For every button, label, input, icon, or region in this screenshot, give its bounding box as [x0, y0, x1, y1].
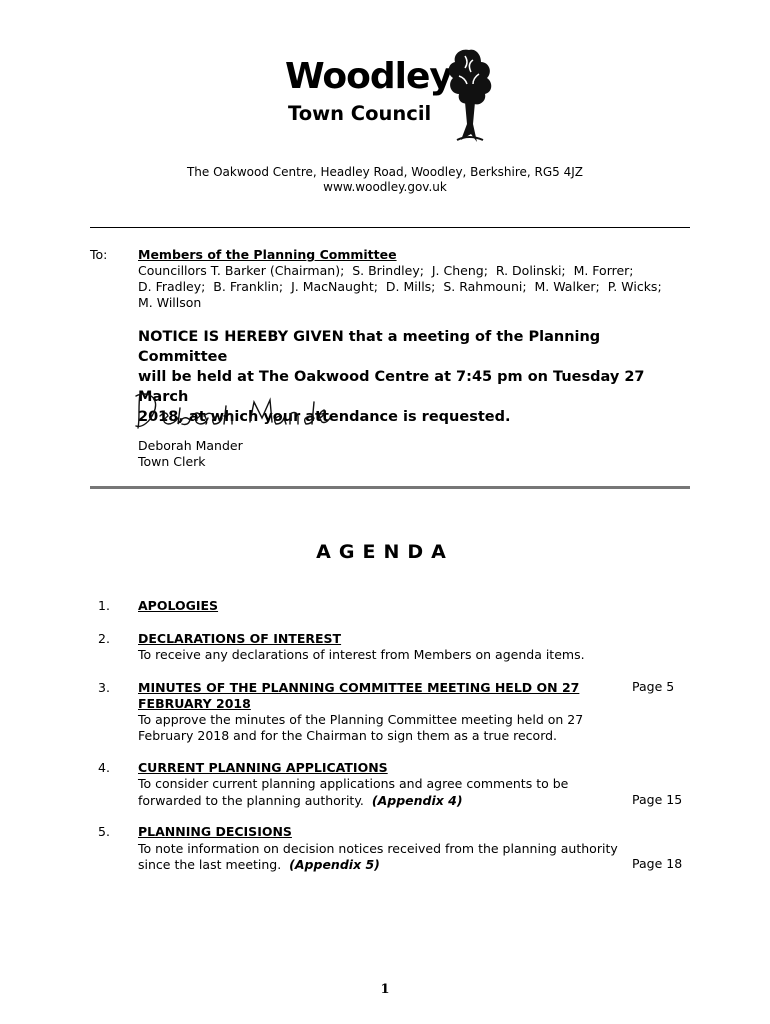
item-number: 3.: [98, 680, 110, 695]
to-label: To:: [90, 247, 108, 262]
item-desc-text: forwarded to the planning authority.: [138, 793, 364, 808]
recipients-line-1: Councillors T. Barker (Chairman); S. Brindley; J. Cheng; R. Dolinski; M. Forrer;: [138, 263, 634, 278]
oak-tree-icon: [443, 46, 495, 150]
notice-line-3: 2018, at which your attendance is requested.: [138, 409, 511, 425]
item-desc-applications-2: [138, 792, 463, 809]
appendix-5-ref: (Appendix 5): [289, 857, 380, 872]
page-ref-applications: Page 15: [632, 792, 683, 807]
notice-line-2: will be held at The Oakwood Centre at 7:45 pm on Tuesday 27 March: [138, 369, 645, 405]
item-number: 5.: [98, 824, 110, 839]
council-logo: [285, 46, 505, 150]
item-desc-applications-1: To consider current planning applications and agree comments to be: [138, 776, 569, 791]
appendix-4-ref: (Appendix 4): [371, 793, 463, 808]
item-title-declarations: DECLARATIONS OF INTEREST: [138, 631, 342, 646]
logo-woodley-text: Woodley: [285, 56, 452, 97]
page-ref-minutes: Page 5: [632, 679, 675, 694]
recipients-line-3: M. Willson: [138, 295, 202, 310]
item-number: 4.: [98, 760, 110, 775]
item-title-apologies: APOLOGIES: [138, 598, 219, 613]
item-desc-decisions-1: To note information on decision notices received from the planning authority: [138, 841, 618, 856]
notice-divider: [90, 486, 690, 489]
logo-town-council-text: Town Council: [288, 102, 432, 125]
agenda-heading: AGENDA: [316, 541, 454, 563]
handwritten-signature: [134, 388, 334, 438]
page-ref-decisions: Page 18: [632, 856, 683, 871]
item-title-decisions: PLANNING DECISIONS: [138, 824, 292, 839]
item-desc-minutes-1: To approve the minutes of the Planning Committee meeting held on 27: [138, 712, 584, 727]
item-desc-minutes-2: February 2018 and for the Chairman to sign them as a true record.: [138, 728, 558, 743]
item-desc-declarations: To receive any declarations of interest from Members on agenda items.: [138, 647, 585, 662]
notice-line-1: NOTICE IS HEREBY GIVEN that a meeting of the Planning Committee: [138, 329, 601, 365]
website-link[interactable]: www.woodley.gov.uk: [323, 180, 447, 194]
address-line: The Oakwood Centre, Headley Road, Woodley, Berkshire, RG5 4JZ: [186, 165, 584, 179]
item-number: 1.: [98, 598, 110, 613]
item-desc-decisions-2: [138, 856, 380, 873]
item-title-minutes-1: MINUTES OF THE PLANNING COMMITTEE MEETING HELD ON 27: [138, 680, 580, 695]
item-title-minutes-2: FEBRUARY 2018: [138, 696, 251, 711]
item-number: 2.: [98, 631, 110, 646]
item-desc-text: since the last meeting.: [138, 857, 282, 872]
item-title-applications: CURRENT PLANNING APPLICATIONS: [138, 760, 388, 775]
signatory-name: Deborah Mander: [138, 438, 243, 453]
signatory-title: Town Clerk: [138, 454, 206, 469]
recipients-title: Members of the Planning Committee: [138, 247, 397, 262]
page-number: 1: [380, 982, 390, 997]
recipients-line-2: D. Fradley; B. Franklin; J. MacNaught; D. Mills; S. Rahmouni; M. Walker; P. Wicks;: [138, 279, 662, 294]
header-divider: [90, 227, 690, 228]
